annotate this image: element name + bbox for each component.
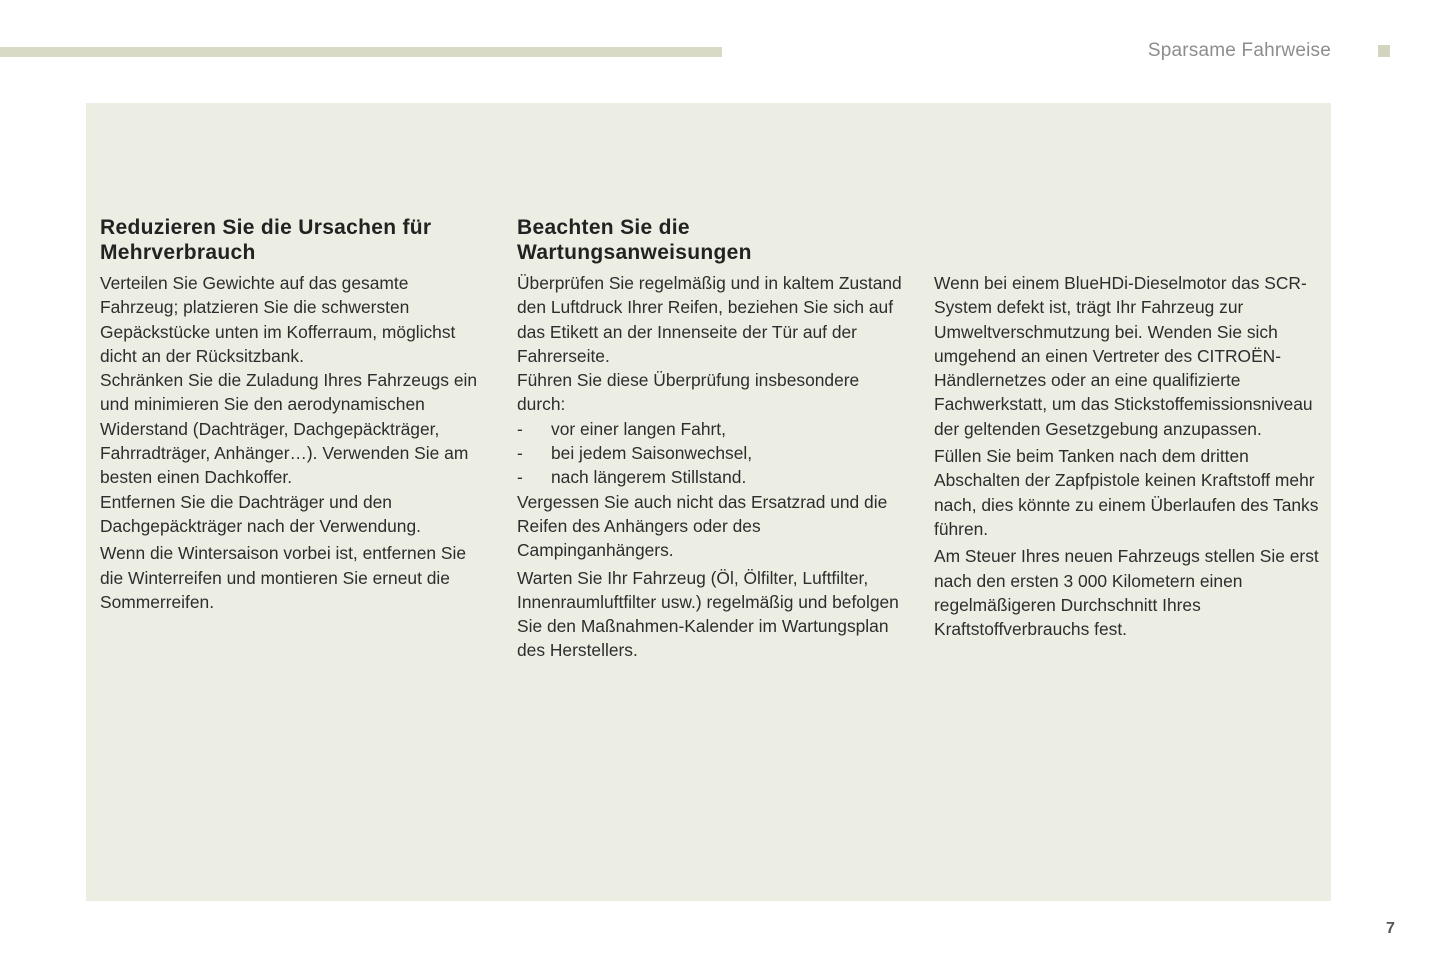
column-consumption xyxy=(100,215,490,617)
section-marker-square xyxy=(1378,45,1390,57)
paragraph: Warten Sie Ihr Fahrzeug (Öl, Ölfilter, Luftfilter, Innenraumluftfilter usw.) regelmäßig und befolgen Sie den Maßnahmen-Kalender im Wartungsplan des Herstellers. xyxy=(517,567,899,661)
column-additional-tips xyxy=(934,271,1324,644)
paragraph: Wenn bei einem BlueHDi-Dieselmotor das SCR-System defekt ist, trägt Ihr Fahrzeug zur Umweltverschmutzung bei. Wenden Sie sich umgehend an einen Vertreter des CITROËN-Händlernetzes oder an eine qualifizierte Fachwerkstatt, um das Stickstoffemissionsniveau der geltenden Gesetzgebung anzupassen. xyxy=(934,273,1313,439)
bullet-dash: - xyxy=(517,418,523,439)
list-item-text: vor einer langen Fahrt, xyxy=(551,418,726,439)
list-item xyxy=(517,441,907,465)
check-occasions-list xyxy=(517,417,907,490)
paragraph: Füllen Sie beim Tanken nach dem dritten Abschalten der Zapfpistole keinen Kraftstoff mehr nach, dies könnte zu einem Überlaufen des Tanks führen. xyxy=(934,446,1319,539)
content-panel xyxy=(86,103,1331,901)
paragraph: Vergessen Sie auch nicht das Ersatzrad und die Reifen des Anhängers oder des Campinganhängers. xyxy=(517,491,888,561)
paragraph: Am Steuer Ihres neuen Fahrzeugs stellen Sie erst nach den ersten 3 000 Kilometern einen regelmäßigeren Durchschnitt Ihres Kraftstoffverbrauchs fest. xyxy=(934,546,1319,640)
page-number: 7 xyxy=(1386,920,1395,937)
heading-reduce-consumption: Reduzieren Sie die Ursachen für Mehrverbrauch xyxy=(100,216,432,264)
bullet-dash: - xyxy=(517,467,523,488)
heading-maintenance: Beachten Sie die Wartungsanweisungen xyxy=(517,216,752,264)
column-maintenance xyxy=(517,215,907,666)
paragraph: Schränken Sie die Zuladung Ihres Fahrzeugs ein und minimieren Sie den aerodynamischen Widerstand (Dachträger, Dachgepäckträger, Fahrradträger, Anhänger…). Verwenden Sie am besten einen Dachkoffer. xyxy=(100,370,478,488)
list-item xyxy=(517,465,907,489)
list-item xyxy=(517,417,907,441)
paragraph: Entfernen Sie die Dachträger und den Dachgepäckträger nach der Verwendung. xyxy=(100,491,421,536)
paragraph: Führen Sie diese Überprüfung insbesondere durch: xyxy=(517,370,860,415)
bullet-dash: - xyxy=(517,443,523,464)
list-item-text: nach längerem Stillstand. xyxy=(551,467,747,488)
list-item-text: bei jedem Saisonwechsel, xyxy=(551,443,753,464)
paragraph: Überprüfen Sie regelmäßig und in kaltem Zustand den Luftdruck Ihrer Reifen, beziehen Sie sich auf das Etikett an der Innenseite der Tür auf der Fahrerseite. xyxy=(517,273,902,366)
section-title: Sparsame Fahrweise xyxy=(1147,40,1331,61)
paragraph: Wenn die Wintersaison vorbei ist, entfernen Sie die Winterreifen und montieren Sie erneut die Sommerreifen. xyxy=(100,543,467,612)
paragraph: Verteilen Sie Gewichte auf das gesamte Fahrzeug; platzieren Sie die schwersten Gepäckstücke unten im Kofferraum, möglichst dicht an der Rücksitzbank. xyxy=(100,273,456,366)
header-accent-bar xyxy=(0,47,722,57)
